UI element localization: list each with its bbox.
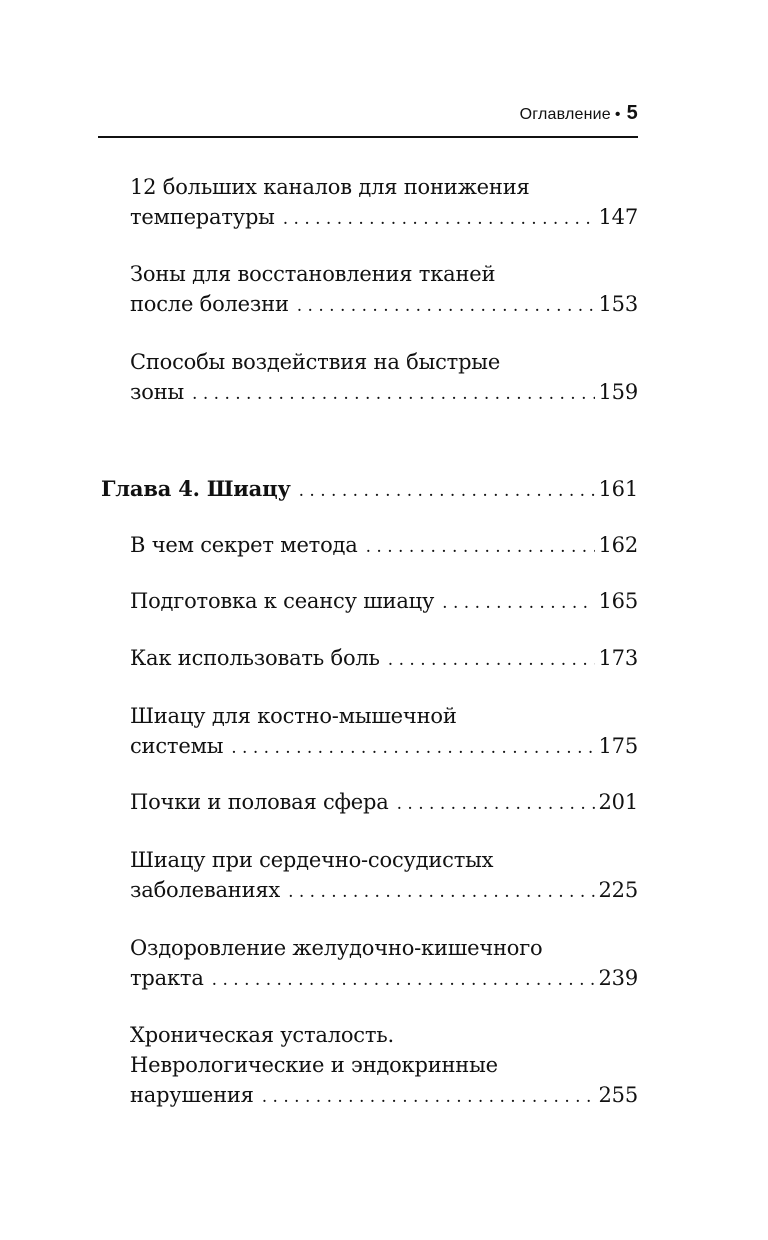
dot-leader <box>388 645 595 675</box>
toc-entry-page: 165 <box>598 589 638 613</box>
dot-leader <box>299 476 595 506</box>
toc-entry-title-line1: Оздоровление желудочно-кишечного <box>130 936 543 960</box>
toc-entry-page: 201 <box>598 790 638 814</box>
toc-entry-title-line2: системы <box>130 734 224 758</box>
toc-entry-title-line1: Способы воздействия на быстрые <box>130 350 501 374</box>
toc-entry-page: 255 <box>598 1083 638 1107</box>
dot-leader <box>397 789 595 819</box>
toc-entry-page: 147 <box>598 205 638 229</box>
toc-entry-title: Подготовка к сеансу шиацу <box>130 589 435 613</box>
header-page-number: 5 <box>626 102 638 124</box>
toc-entry-title: Почки и половая сфера <box>130 790 389 814</box>
toc-entry-page: 225 <box>598 878 638 902</box>
toc-entry-preparation <box>130 586 638 618</box>
dot-leader <box>231 733 594 763</box>
toc-entry-cooling-channels <box>130 172 638 234</box>
dot-leader <box>283 204 595 234</box>
toc-entry-title-line2: тракта <box>130 966 204 990</box>
toc-entry-title-line2: зоны <box>130 380 185 404</box>
toc-entry-title-line1: Шиацу при сердечно-сосудистых <box>130 848 494 872</box>
dot-leader <box>262 1082 595 1112</box>
toc-entry-title-line3: нарушения <box>130 1083 254 1107</box>
toc-entry-title-line1: Шиацу для костно-мышечной <box>130 704 457 728</box>
toc-entry-title-line1: Зоны для восстановления тканей <box>130 262 496 286</box>
toc-entry-gastrointestinal <box>130 933 638 995</box>
toc-entry-tissue-recovery <box>130 259 638 321</box>
toc-entry-page: 161 <box>598 477 638 501</box>
header-section-title: Оглавление <box>519 106 611 123</box>
toc-entry-title-line1: 12 больших каналов для понижения <box>130 175 530 199</box>
toc-entry-title: Как использовать боль <box>130 646 380 670</box>
toc-entry-kidneys <box>130 787 638 819</box>
toc-entry-page: 153 <box>598 292 638 316</box>
dot-leader <box>366 532 595 562</box>
toc-entry-title-line2: после болезни <box>130 292 289 316</box>
toc-entry-title: В чем секрет метода <box>130 533 358 557</box>
dot-leader <box>442 588 594 618</box>
toc-entry-chronic-fatigue <box>130 1020 638 1112</box>
toc-entry-title-line2: Неврологические и эндокринные <box>130 1053 498 1077</box>
toc-entry-page: 162 <box>598 533 638 557</box>
toc-entry-title-line2: заболеваниях <box>130 878 281 902</box>
toc-chapter-title: Глава 4. Шиацу <box>101 476 291 501</box>
toc-entry-page: 159 <box>598 380 638 404</box>
toc-entry-musculoskeletal <box>130 701 638 763</box>
toc-entry-page: 173 <box>598 646 638 670</box>
toc-entry-title-line1: Хроническая усталость. <box>130 1023 394 1047</box>
dot-leader <box>297 291 595 321</box>
toc-entry-using-pain <box>130 643 638 675</box>
dot-leader <box>192 379 595 409</box>
toc-chapter-4 <box>101 474 638 506</box>
toc-entry-title-line2: температуры <box>130 205 275 229</box>
dot-leader <box>212 965 595 995</box>
toc-entry-fast-zones <box>130 347 638 409</box>
toc-entry-method-secret <box>130 530 638 562</box>
dot-leader <box>288 877 594 907</box>
toc-entry-cardiovascular <box>130 845 638 907</box>
header-bullet: • <box>614 106 621 123</box>
toc-entry-page: 175 <box>598 734 638 758</box>
toc-entry-page: 239 <box>598 966 638 990</box>
